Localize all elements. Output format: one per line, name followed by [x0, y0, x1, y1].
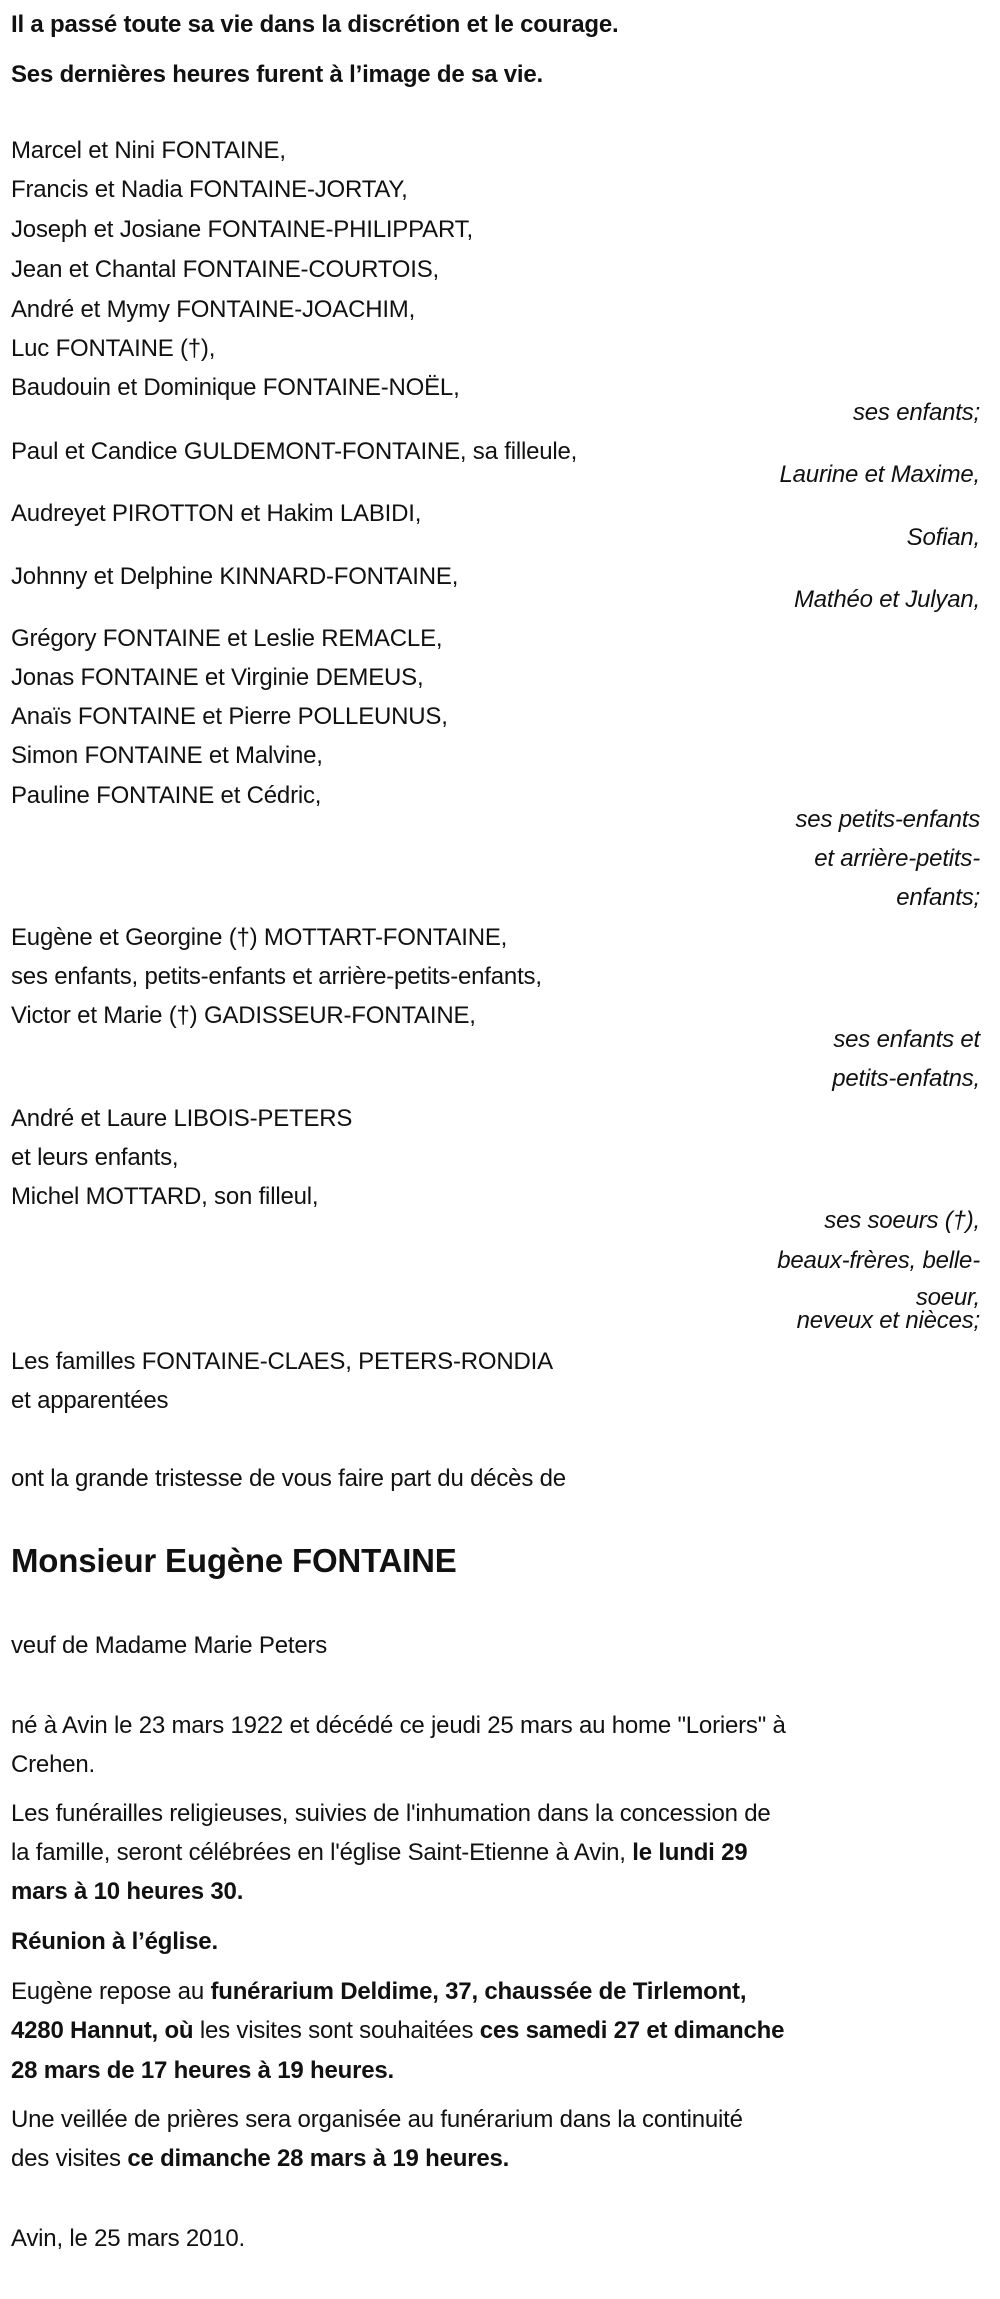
intro-line: Ses dernières heures furent à l’image de sa vie. [11, 61, 543, 88]
detail-line [11, 1977, 746, 2007]
family-member-line: Anaïs FONTAINE et Pierre POLLEUNUS, [11, 703, 448, 730]
detail-line [11, 1711, 786, 1741]
widower-line: veuf de Madame Marie Peters [11, 1632, 328, 1659]
detail-line [11, 2056, 394, 2086]
family-member-line: Les familles FONTAINE-CLAES, PETERS-RONDIA [11, 1348, 553, 1375]
detail-line [11, 2105, 743, 2135]
family-member-line: ont la grande tristesse de vous faire part du décès de [11, 1465, 566, 1492]
family-member-line: Eugène et Georgine (†) MOTTART-FONTAINE, [11, 924, 508, 951]
detail-line [11, 1838, 747, 1868]
relation-label: enfants; [896, 884, 980, 911]
emphasized-text: ces samedi 27 et dimanche [479, 2017, 785, 2044]
deceased-name: Monsieur Eugène FONTAINE [11, 1542, 457, 1579]
emphasized-text: mars à 10 heures 30. [11, 1878, 244, 1905]
detail-line [11, 2144, 509, 2174]
family-member-line: Simon FONTAINE et Malvine, [11, 742, 323, 769]
relation-label: ses petits-enfants [795, 806, 980, 833]
family-member-line: Paul et Candice GULDEMONT-FONTAINE, sa filleule, [11, 438, 578, 465]
detail-text: les visites sont souhaitées [193, 2017, 480, 2044]
family-member-line: Jonas FONTAINE et Virginie DEMEUS, [11, 664, 424, 691]
detail-line [11, 1799, 771, 1829]
relation-label: soeur, [915, 1284, 980, 1311]
family-member-line: Pauline FONTAINE et Cédric, [11, 782, 322, 809]
detail-text: Crehen. [11, 1751, 95, 1778]
family-member-line: Francis et Nadia FONTAINE-JORTAY, [11, 176, 408, 203]
relation-label: beaux-frères, belle- [777, 1247, 980, 1274]
intro-line: Il a passé toute sa vie dans la discrétion et le courage. [11, 11, 619, 38]
relation-label: Laurine et Maxime, [779, 461, 980, 488]
family-member-line: Joseph et Josiane FONTAINE-PHILIPPART, [11, 216, 473, 243]
emphasized-text: 4280 Hannut, où [11, 2017, 194, 2044]
family-member-line: Marcel et Nini FONTAINE, [11, 137, 286, 164]
detail-line [11, 1927, 218, 1957]
relation-label: ses enfants et [833, 1026, 980, 1053]
relation-label: Sofian, [906, 524, 980, 551]
emphasized-text: 28 mars de 17 heures à 19 heures. [11, 2057, 394, 2084]
detail-text: né à Avin le 23 mars 1922 et décédé ce jeudi 25 mars au home "Loriers" à [11, 1712, 786, 1739]
family-member-line: André et Mymy FONTAINE-JOACHIM, [11, 296, 416, 323]
family-member-line: ses enfants, petits-enfants et arrière-petits-enfants, [11, 963, 542, 990]
family-member-line: et apparentées [11, 1387, 169, 1414]
detail-text: Eugène repose au [11, 1978, 211, 2005]
detail-text: des visites [11, 2145, 128, 2172]
family-member-line: Baudouin et Dominique FONTAINE-NOËL, [11, 374, 460, 401]
detail-text: Une veillée de prières sera organisée au funérarium dans la continuité [11, 2106, 743, 2133]
family-member-line: Luc FONTAINE (†), [11, 335, 216, 362]
relation-label: et arrière-petits- [814, 845, 980, 872]
family-member-line: Johnny et Delphine KINNARD-FONTAINE, [11, 563, 459, 590]
relation-label: neveux et nièces; [796, 1307, 980, 1334]
emphasized-text: ce dimanche 28 mars à 19 heures. [127, 2145, 510, 2172]
emphasized-text: funérarium Deldime, 37, chaussée de Tirlemont, [210, 1978, 747, 2005]
detail-text: la famille, seront célébrées en l'église Saint-Etienne à Avin, [11, 1839, 633, 1866]
family-member-line: Jean et Chantal FONTAINE-COURTOIS, [11, 256, 440, 283]
detail-line [11, 1750, 95, 1780]
detail-line [11, 2016, 784, 2046]
relation-label: Mathéo et Julyan, [793, 586, 980, 613]
family-member-line: et leurs enfants, [11, 1144, 179, 1171]
emphasized-text: le lundi 29 [632, 1839, 748, 1866]
relation-label: petits-enfatns, [832, 1065, 980, 1092]
relation-label: ses soeurs (†), [824, 1207, 980, 1234]
family-member-line: Audreyet PIROTTON et Hakim LABIDI, [11, 500, 422, 527]
relation-label: ses enfants; [852, 399, 980, 426]
detail-text: Les funérailles religieuses, suivies de l'inhumation dans la concession de [11, 1800, 771, 1827]
family-member-line: Grégory FONTAINE et Leslie REMACLE, [11, 625, 443, 652]
family-member-line: Victor et Marie (†) GADISSEUR-FONTAINE, [11, 1002, 476, 1029]
family-member-line: Michel MOTTARD, son filleul, [11, 1183, 319, 1210]
emphasized-text: Réunion à l’église. [11, 1928, 218, 1955]
detail-line [11, 1877, 243, 1907]
place-date: Avin, le 25 mars 2010. [11, 2225, 245, 2252]
family-member-line: André et Laure LIBOIS-PETERS [11, 1105, 353, 1132]
